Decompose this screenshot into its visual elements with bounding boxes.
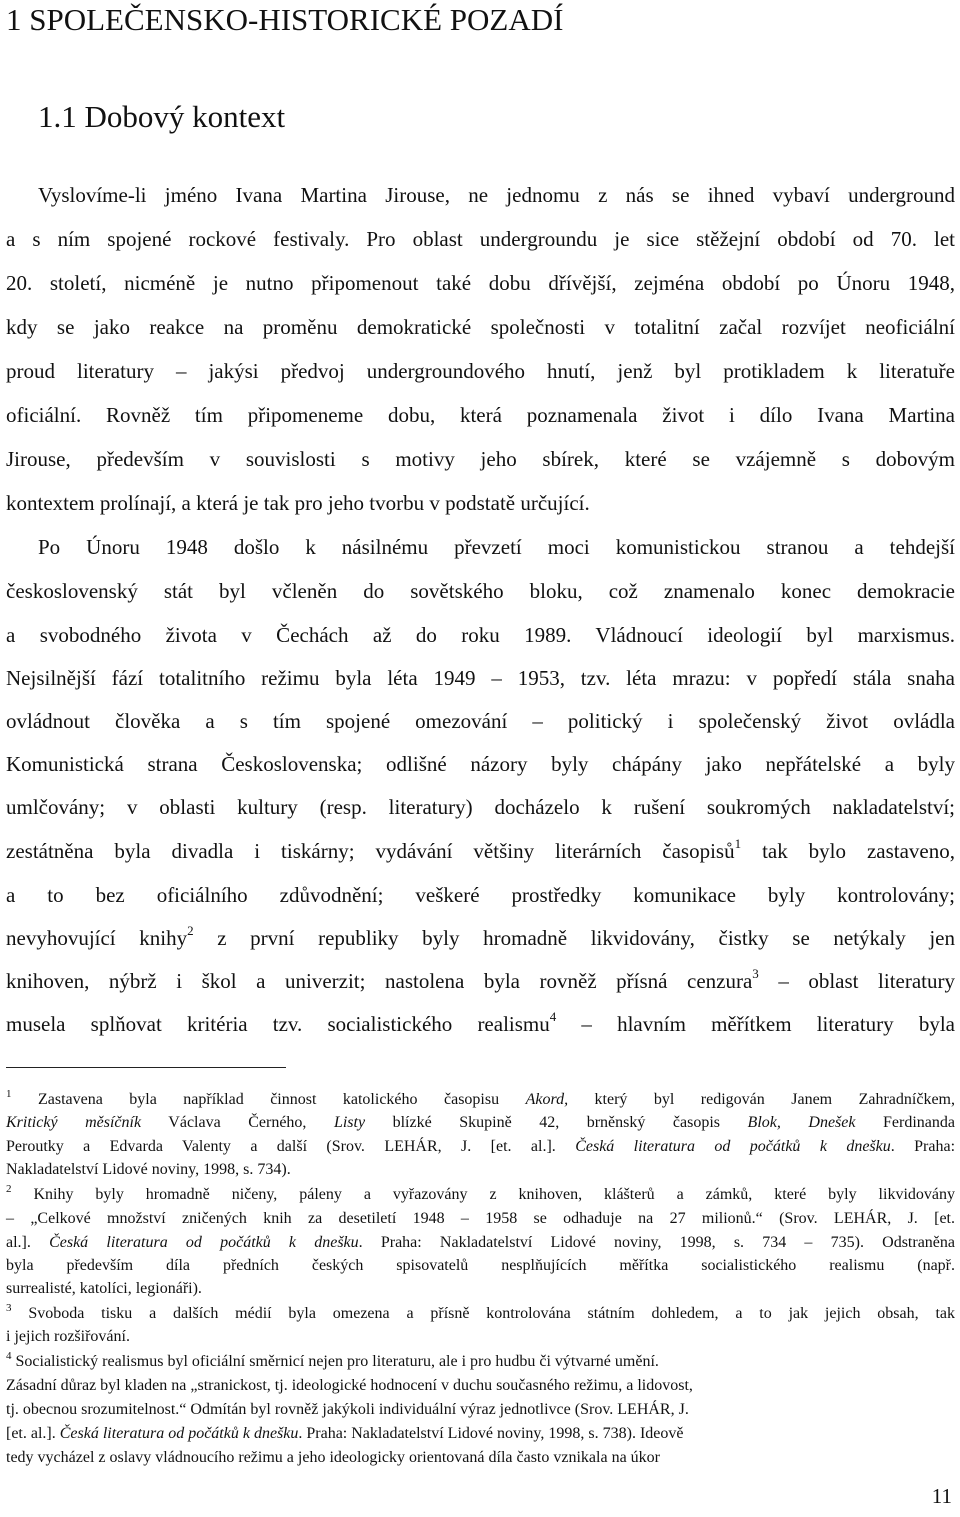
footnote-line: Peroutky a Edvarda Valenty a další (Srov. LEHÁR, J. [et. al.]. Česká literatura od počátků k dnešku. Praha:	[6, 1138, 956, 1155]
body-line: oficiální. Rovněž tím připomeneme dobu, která poznamenala život i dílo Ivana Martina	[6, 403, 955, 427]
body-line: Komunistická strana Československa; odlišné názory byly chápány jako nepřátelské a byly	[6, 752, 955, 776]
footnote-separator	[6, 1067, 286, 1068]
body-line: musela splňovat kritéria tzv. socialistického realismu$^4$ – hlavním měřítkem literatury byla	[6, 1009, 955, 1036]
body-line: a s ním spojené rockové festivaly. Pro oblast undergroundu je sice stěžejní období od 70. let	[6, 227, 955, 251]
footnote-ref: 3	[752, 966, 759, 981]
footnote-line: $^2$ Knihy byly hromadně ničeny, páleny a vyřazovány z knihoven, klášterů a zámků, které byly likvidovány	[6, 1183, 955, 1203]
body-line: Po Únoru 1948 došlo k násilnému převzetí moci komunistickou stranou a tehdejší	[38, 535, 955, 559]
footnote-ref: 1	[734, 836, 742, 851]
footnote-ref: 2	[187, 923, 194, 938]
body-line: a to bez oficiálního zdůvodnění; veškeré prostředky komunikace byly kontrolovány;	[6, 883, 955, 907]
footnote-line: al.]. Česká literatura od počátků k dnešku. Praha: Nakladatelství Lidové noviny, 1998, s. 734 – 735). Odstraněna	[6, 1234, 955, 1251]
body-line: Nejsilnější fází totalitního režimu byla léta 1949 – 1953, tzv. léta mrazu: v popředí stála snaha	[6, 666, 955, 690]
footnote-line: tedy vycházel z oslavy vládnoucího režimu a jeho ideologicky orientovaná díla často vznikala na úkor	[6, 1449, 660, 1466]
body-line: a svobodného života v Čechách až do roku 1989. Vládnoucí ideologií byl marxismus.	[6, 623, 955, 647]
body-line: kdy se jako reakce na proměnu demokratické společnosti v totalitní začal rozvíjet neoficiální	[6, 315, 955, 339]
body-line: ovládnout člověka a s tím spojené omezování – politický i společenský život ovládla	[6, 709, 955, 733]
footnote-ref: 4	[549, 1009, 557, 1024]
footnote-line: i jejich rozšiřování.	[6, 1328, 130, 1345]
page-number: 11	[931, 1484, 952, 1508]
footnote-line: surrealisté, katolíci, legionáři).	[6, 1280, 202, 1297]
body-line: proud literatury – jakýsi předvoj undergroundového hnutí, jenž byl protikladem k literatuře	[6, 359, 955, 383]
body-line: knihoven, nýbrž i škol a univerzit; nastolena byla rovněž přísná cenzura$^3$ – oblast literatury	[6, 966, 955, 993]
body-line: kontextem prolínají, a která je tak pro jeho tvorbu v podstatě určující.	[6, 491, 590, 515]
footnote-line: [et. al.]. Česká literatura od počátků k dnešku. Praha: Nakladatelství Lidové noviny, 1998, s. 738). Ideově	[6, 1425, 684, 1442]
footnote-line: byla především díla předních českých spisovatelů nesplňujících měřítka socialistického realismu (např.	[6, 1257, 955, 1274]
section-heading: 1.1 Dobový kontext	[38, 99, 286, 134]
footnote-line: Zásadní důraz byl kladen na „stranickost, tj. ideologické hodnocení v duchu současného režimu, a lidovost,	[6, 1377, 693, 1394]
footnote-line: $^3$ Svoboda tisku a dalších médií byla omezena a přísně kontrolována státním dohledem, a to jak jejich obsah, tak	[6, 1302, 955, 1322]
body-line: československý stát byl včleněn do sovětského bloku, což znamenalo konec demokracie	[6, 579, 955, 603]
body-line: nevyhovující knihy$^2$ z první republiky byly hromadně likvidovány, čistky se netýkaly jen	[6, 923, 955, 950]
body-line: zestátněna byla divadla i tiskárny; vydávání většiny literárních časopisů$^1$ tak bylo zastaveno,	[6, 836, 955, 863]
footnote-line: tj. obecnou srozumitelnost.“ Odmítán byl rovněž jakýkoli individuální výraz jednotlivce (Srov. LEHÁR, J.	[6, 1401, 689, 1418]
footnote-line: Nakladatelství Lidové noviny, 1998, s. 734).	[6, 1161, 291, 1178]
body-line: Vyslovíme-li jméno Ivana Martina Jirouse, ne jednomu z nás se ihned vybaví underground	[38, 183, 955, 207]
footnote-line: $^4$ Socialistický realismus byl oficiální směrnicí nejen pro literaturu, ale i pro hudbu či výtvarné umění.	[6, 1350, 659, 1370]
footnote-line: Kritický měsíčník Václava Černého, Listy blízké Skupině 42, brněnský časopis Blok, Dnešek Ferdinanda	[6, 1114, 955, 1131]
chapter-heading: 1 SPOLEČENSKO-HISTORICKÉ POZADÍ	[6, 2, 564, 37]
footnote-line: – „Celkové množství zničených knih za desetiletí 1948 – 1958 se odhaduje na 27 milionů.“ (Srov. LEHÁR, J. [et.	[6, 1210, 955, 1227]
body-line: Jirouse, především v souvislosti s motivy jeho sbírek, které se vzájemně s dobovým	[6, 447, 955, 471]
body-line: umlčovány; v oblasti kultury (resp. literatury) docházelo k rušení soukromých nakladatelství;	[6, 795, 955, 819]
body-line: 20. století, nicméně je nutno připomenout také dobu dřívější, zejména období po Únoru 1948,	[6, 271, 955, 295]
footnote-line: $^1$ Zastavena byla například činnost katolického časopisu Akord, který byl redigován Janem Zahradníčkem,	[6, 1088, 955, 1108]
